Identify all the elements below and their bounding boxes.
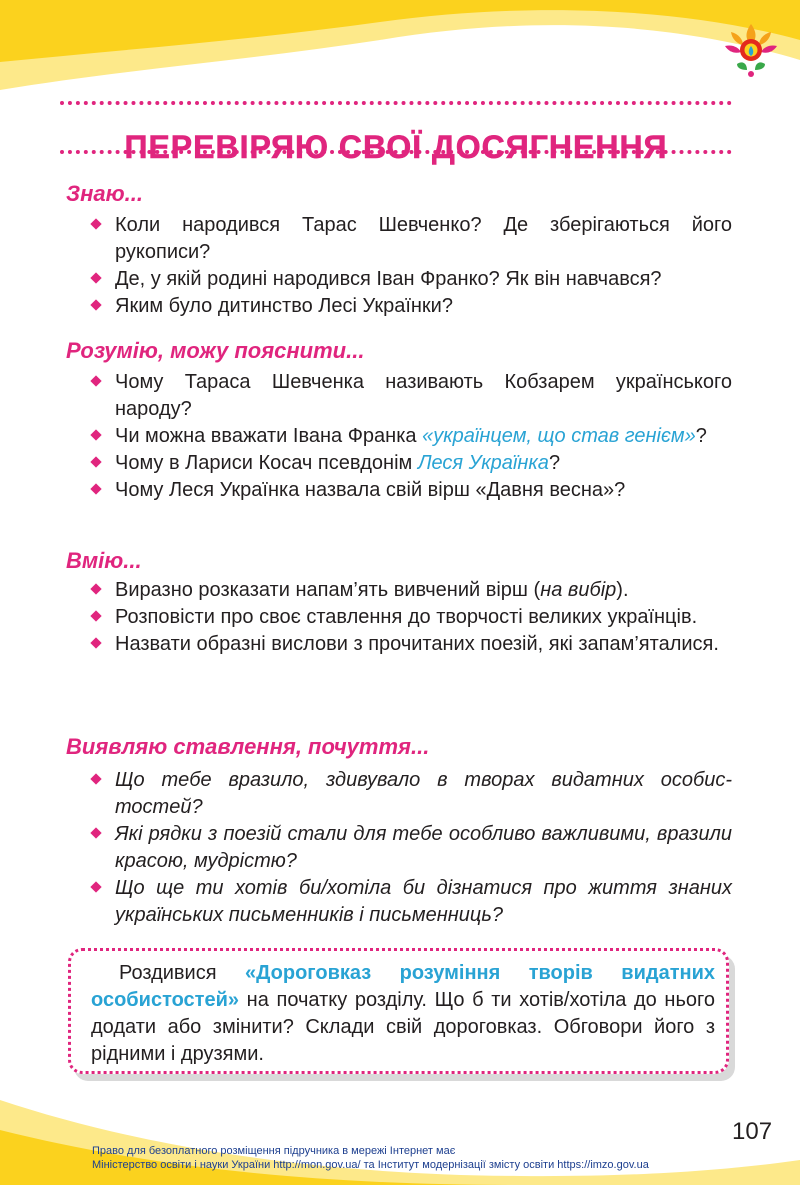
list-item: Які рядки з поезій стали для тебе особливо важливими, вразили красою, мудрістю? bbox=[92, 821, 732, 875]
section-list-can bbox=[92, 577, 732, 658]
top-yellow-wave bbox=[0, 0, 800, 90]
list-item: Що ще ти хотів би/хотіла би дізнатися про життя знаних українських письменників і письменниць? bbox=[92, 875, 732, 929]
diamond-bullet-icon bbox=[90, 637, 101, 648]
diamond-bullet-icon bbox=[90, 272, 101, 283]
section-heading-know: Знаю... bbox=[66, 181, 144, 206]
diamond-bullet-icon bbox=[90, 881, 101, 892]
section-heading-can: Вмію... bbox=[66, 548, 142, 573]
list-item: Чому Тараса Шевченка називають Кобзарем українського народу? bbox=[92, 369, 732, 423]
task-box-text: Роздивися «Дороговказ розуміння творів видатних особистостей» на початку розділу. Що б ти хотів/хотіла до нього додати або змінити? Склади свій дороговказ. Обговори його з рідними і друзями. bbox=[91, 962, 715, 1065]
diamond-bullet-icon bbox=[90, 483, 101, 494]
diamond-bullet-icon bbox=[90, 299, 101, 310]
list-item: Що тебе вразило, здивувало в творах видатних особистостей? bbox=[92, 767, 732, 821]
diamond-bullet-icon bbox=[90, 456, 101, 467]
copyright-footer bbox=[92, 1144, 732, 1172]
page-number: 107 bbox=[732, 1118, 773, 1145]
diamond-bullet-icon bbox=[90, 583, 101, 594]
section-list-feel bbox=[92, 767, 732, 929]
footer-line-2: Міністерство освіти і науки України http://mon.gov.ua/ та Інститут модернізації змісту освіти https://imzo.gov.ua bbox=[92, 1159, 649, 1171]
footer-line-1: Право для безоплатного розміщення підручника в мережі Інтернет має bbox=[92, 1145, 456, 1157]
section-list-understand bbox=[92, 369, 732, 504]
task-box bbox=[68, 948, 729, 1074]
section-list-know bbox=[92, 212, 732, 320]
section-heading-feel: Виявляю ставлення, почуття... bbox=[66, 734, 430, 759]
list-item: Чому в Лариси Косач псевдонім Леся Українка? bbox=[92, 450, 732, 477]
list-item: Назвати образні вислови з прочитаних поезій, які запам’яталися. bbox=[92, 631, 732, 658]
list-item: Чому Леся Українка назвала свій вірш «Давня весна»? bbox=[92, 477, 732, 504]
list-item: Де, у якій родині народився Іван Франко? Як він навчався? bbox=[92, 266, 732, 293]
folk-flower-icon bbox=[722, 20, 780, 82]
list-item: Яким було дитинство Лесі Українки? bbox=[92, 293, 732, 320]
diamond-bullet-icon bbox=[90, 773, 101, 784]
list-item: Коли народився Тарас Шевченко? Де зберігаються його рукописи? bbox=[92, 212, 732, 266]
title-divider-top bbox=[60, 101, 732, 105]
page-title: ПЕРЕВІРЯЮ СВОЇ ДОСЯГНЕННЯ bbox=[124, 129, 668, 166]
list-item: Розповісти про своє ставлення до творчості великих українців. bbox=[92, 604, 732, 631]
highlight-pseudonym: Леся Українка bbox=[417, 452, 549, 474]
diamond-bullet-icon bbox=[90, 429, 101, 440]
diamond-bullet-icon bbox=[90, 610, 101, 621]
section-heading-understand: Розумію, можу пояснити... bbox=[66, 338, 365, 363]
guide-reference: «Дороговказ розуміння творів видатних особистостей» bbox=[91, 962, 715, 1011]
highlight-quote: «українцем, що став генієм» bbox=[422, 425, 696, 447]
list-item: Виразно розказати напам’ять вивчений вірш (на вибір). bbox=[92, 577, 732, 604]
diamond-bullet-icon bbox=[90, 218, 101, 229]
diamond-bullet-icon bbox=[90, 827, 101, 838]
list-item: Чи можна вважати Івана Франка «українцем, що став генієм»? bbox=[92, 423, 732, 450]
diamond-bullet-icon bbox=[90, 375, 101, 386]
title-divider-bottom bbox=[60, 150, 732, 154]
